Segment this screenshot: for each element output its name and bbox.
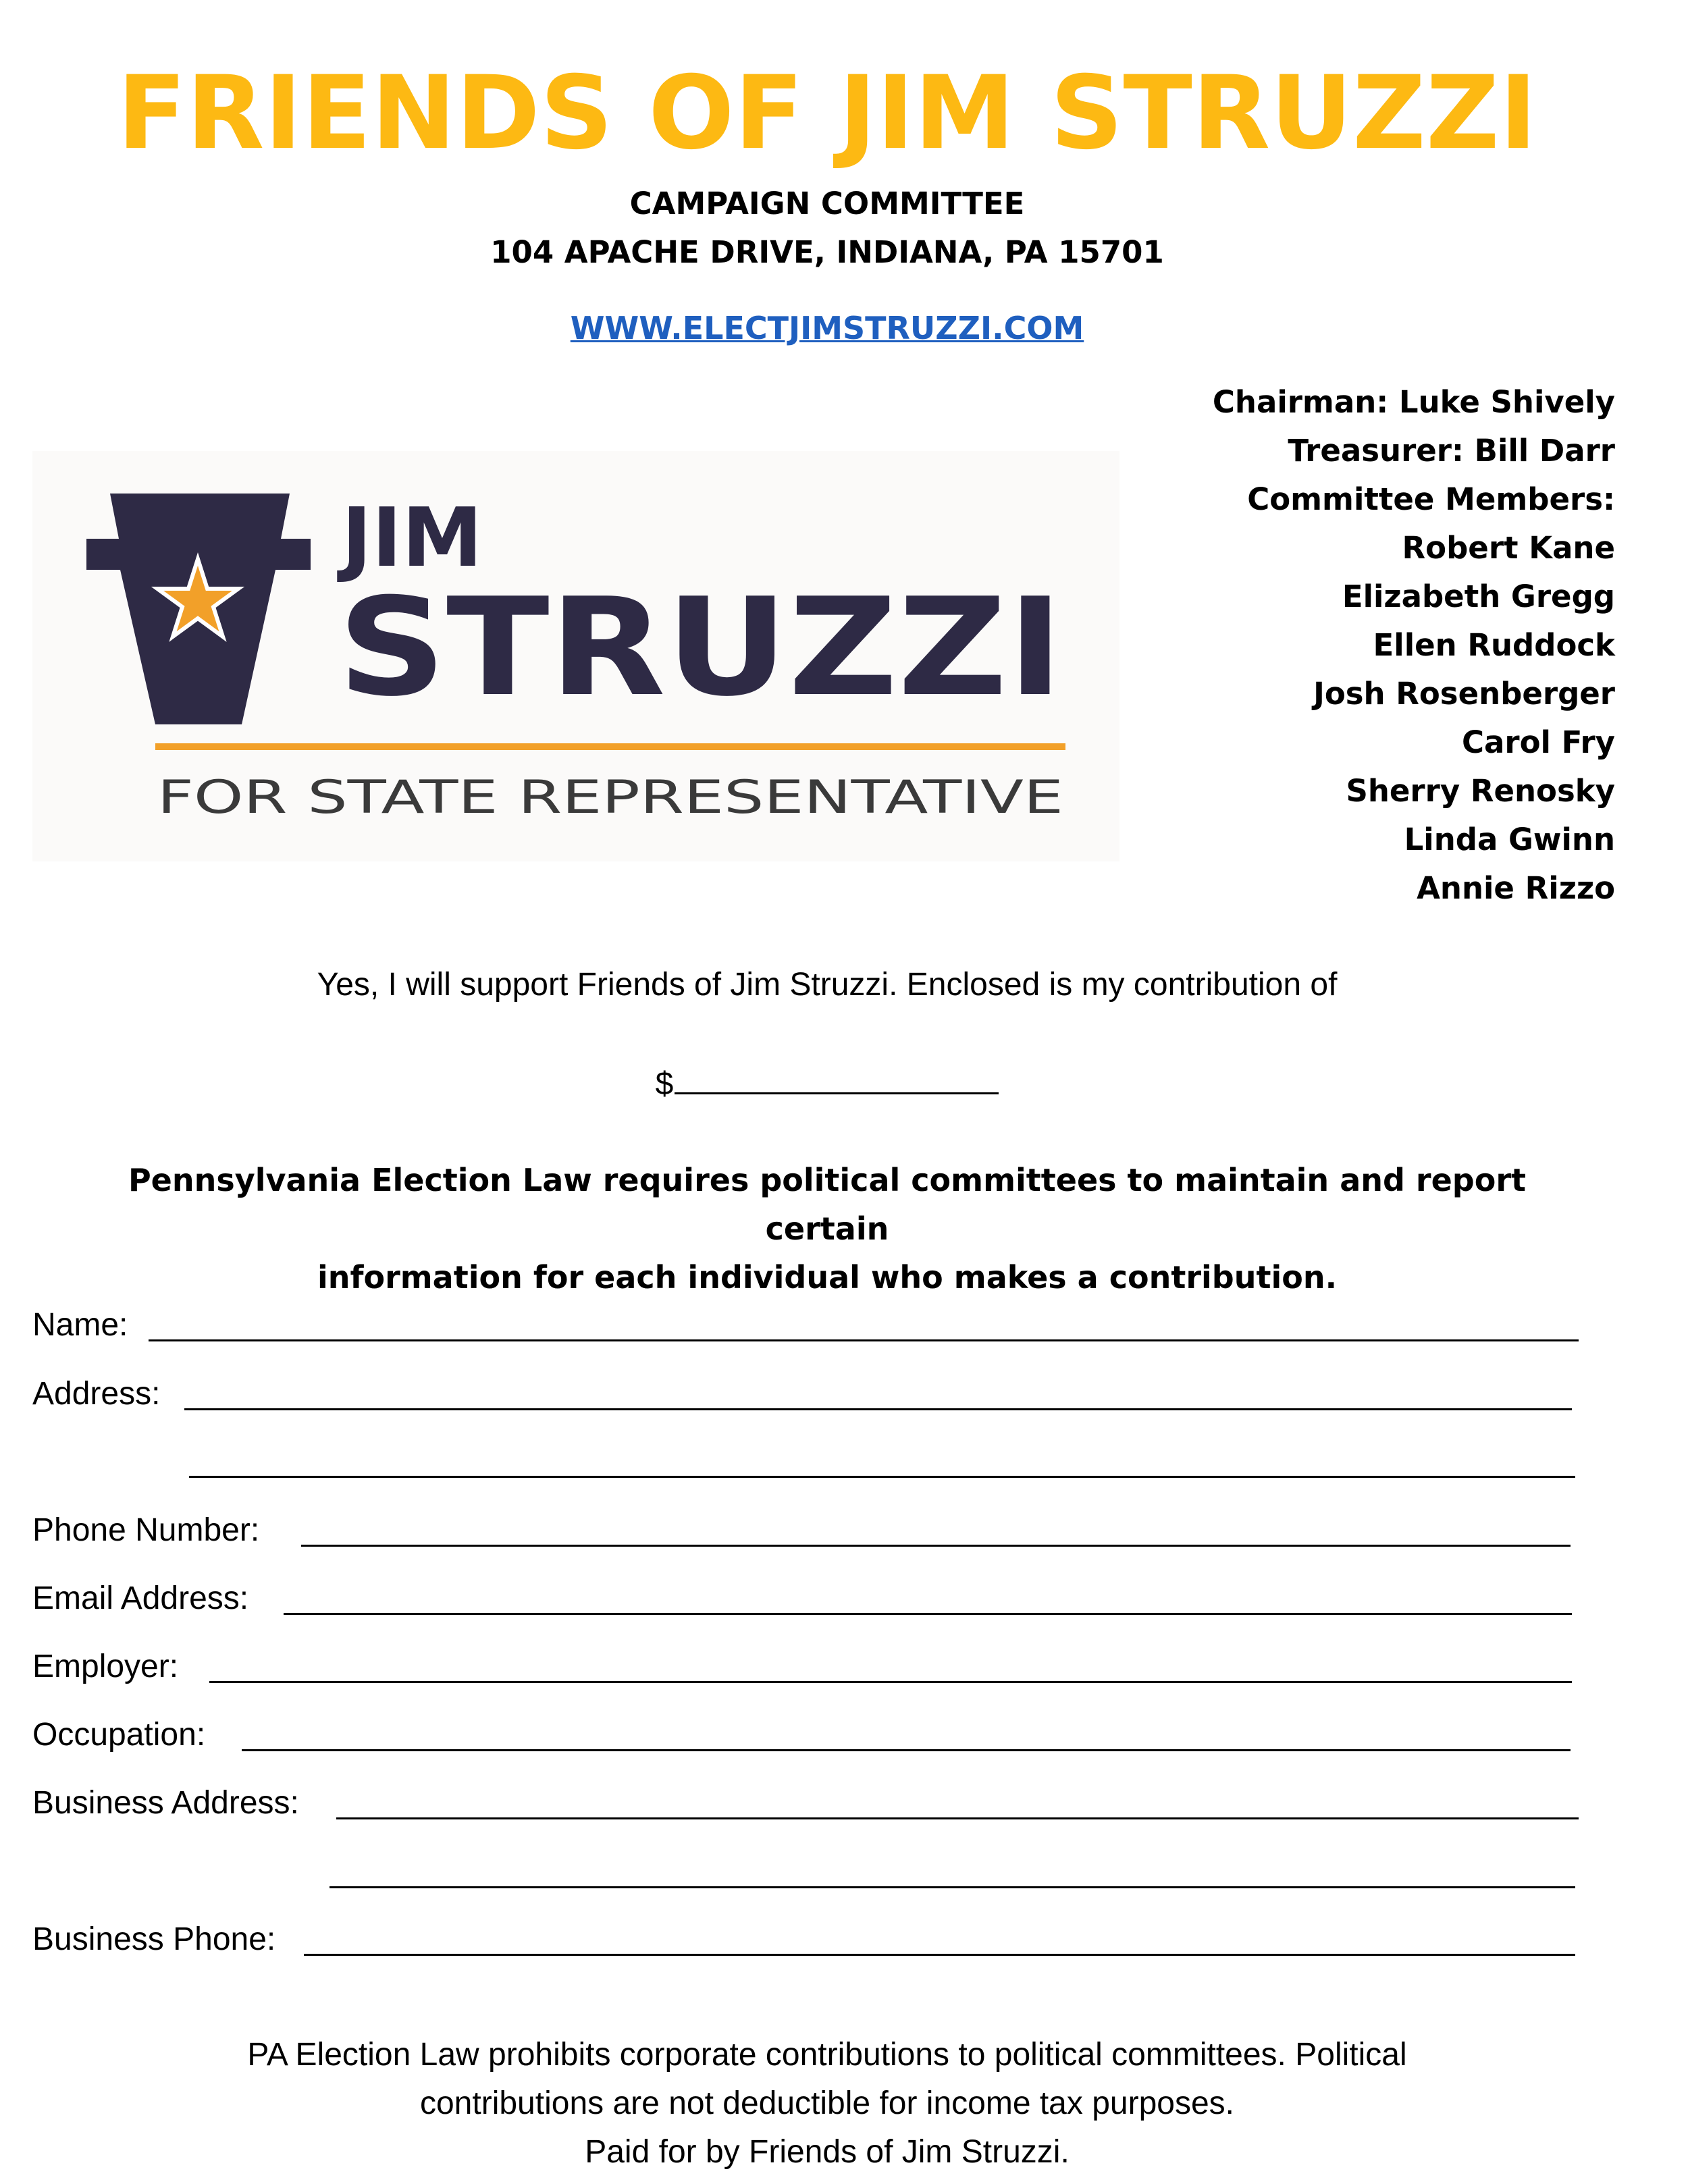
phone-field (32, 1507, 1571, 1554)
business-address-label: Business Address: (32, 1785, 299, 1821)
logo-last-name: STRUZZI (338, 569, 1063, 726)
treasurer: Treasurer: Bill Darr (1288, 433, 1615, 469)
committee-members-label: Committee Members: (1247, 481, 1615, 517)
address-line-2[interactable] (189, 1476, 1575, 1478)
phone-label: Phone Number: (32, 1512, 260, 1548)
footer-disclaimer (68, 2031, 1587, 2177)
occupation-line[interactable] (242, 1749, 1571, 1751)
business-phone-line[interactable] (304, 1954, 1575, 1956)
footer-line: contributions are not deductible for income tax purposes. (419, 2085, 1235, 2121)
website-link-wrapper (0, 308, 1654, 348)
address-line-2-field (32, 1438, 1575, 1485)
committee-member: Elizabeth Gregg (1342, 579, 1615, 614)
logo-divider (155, 743, 1065, 750)
contribution-amount (0, 1060, 1654, 1105)
email-line[interactable] (284, 1613, 1572, 1615)
name-field (32, 1302, 1579, 1349)
business-phone-label: Business Phone: (32, 1921, 276, 1957)
committee-member: Robert Kane (1402, 530, 1615, 566)
pledge-text: Yes, I will support Friends of Jim Struzzi. Enclosed is my contribution of (317, 967, 1338, 1003)
business-address-line-2-field (32, 1848, 1575, 1896)
committee-address: 104 APACHE DRIVE, INDIANA, PA 15701 (490, 234, 1164, 270)
business-phone-field (32, 1916, 1575, 1963)
employer-field (32, 1643, 1572, 1690)
paid-for-by: Paid for by Friends of Jim Struzzi. (585, 2134, 1070, 2170)
chairman: Chairman: Luke Shively (1212, 384, 1615, 420)
committee-label: CAMPAIGN COMMITTEE (629, 186, 1025, 221)
law-notice-line: information for each individual who makes a contribution. (317, 1259, 1338, 1296)
address-label: Address: (32, 1376, 161, 1412)
currency-symbol: $ (655, 1066, 674, 1102)
committee-member: Sherry Renosky (1346, 773, 1615, 809)
address-field (32, 1370, 1572, 1418)
address-line[interactable] (184, 1408, 1572, 1410)
logo-tagline: FOR STATE REPRESENTATIVE (157, 771, 1063, 824)
website-link[interactable]: WWW.ELECTJIMSTRUZZI.COM (570, 310, 1084, 346)
page-title: FRIENDS OF JIM STRUZZI (117, 55, 1537, 172)
logo-first-name: JIM (342, 491, 483, 585)
name-line[interactable] (149, 1339, 1579, 1341)
committee-member: Carol Fry (1462, 724, 1615, 760)
business-address-line[interactable] (336, 1817, 1579, 1819)
committee-member: Linda Gwinn (1404, 822, 1615, 857)
amount-blank[interactable] (675, 1060, 999, 1094)
committee-member: Ellen Ruddock (1373, 627, 1615, 663)
law-notice (68, 1156, 1587, 1302)
logo-graphic (32, 451, 1119, 861)
occupation-label: Occupation: (32, 1717, 206, 1753)
email-label: Email Address: (32, 1580, 249, 1616)
business-address-line-2[interactable] (329, 1886, 1575, 1888)
footer-line: PA Election Law prohibits corporate contributions to political committees. Political (247, 2037, 1407, 2073)
employer-line[interactable] (209, 1681, 1572, 1683)
law-notice-line: Pennsylvania Election Law requires political committees to maintain and report certain (128, 1162, 1527, 1247)
committee-member: Annie Rizzo (1417, 870, 1615, 906)
occupation-field (32, 1711, 1571, 1759)
committee-list (1213, 378, 1615, 913)
employer-label: Employer: (32, 1649, 179, 1684)
committee-member: Josh Rosenberger (1313, 676, 1615, 712)
name-label: Name: (32, 1307, 128, 1343)
email-field (32, 1575, 1572, 1622)
phone-line[interactable] (301, 1545, 1571, 1547)
business-address-field (32, 1780, 1579, 1827)
campaign-logo (32, 451, 1119, 861)
keystone-icon (86, 494, 311, 724)
